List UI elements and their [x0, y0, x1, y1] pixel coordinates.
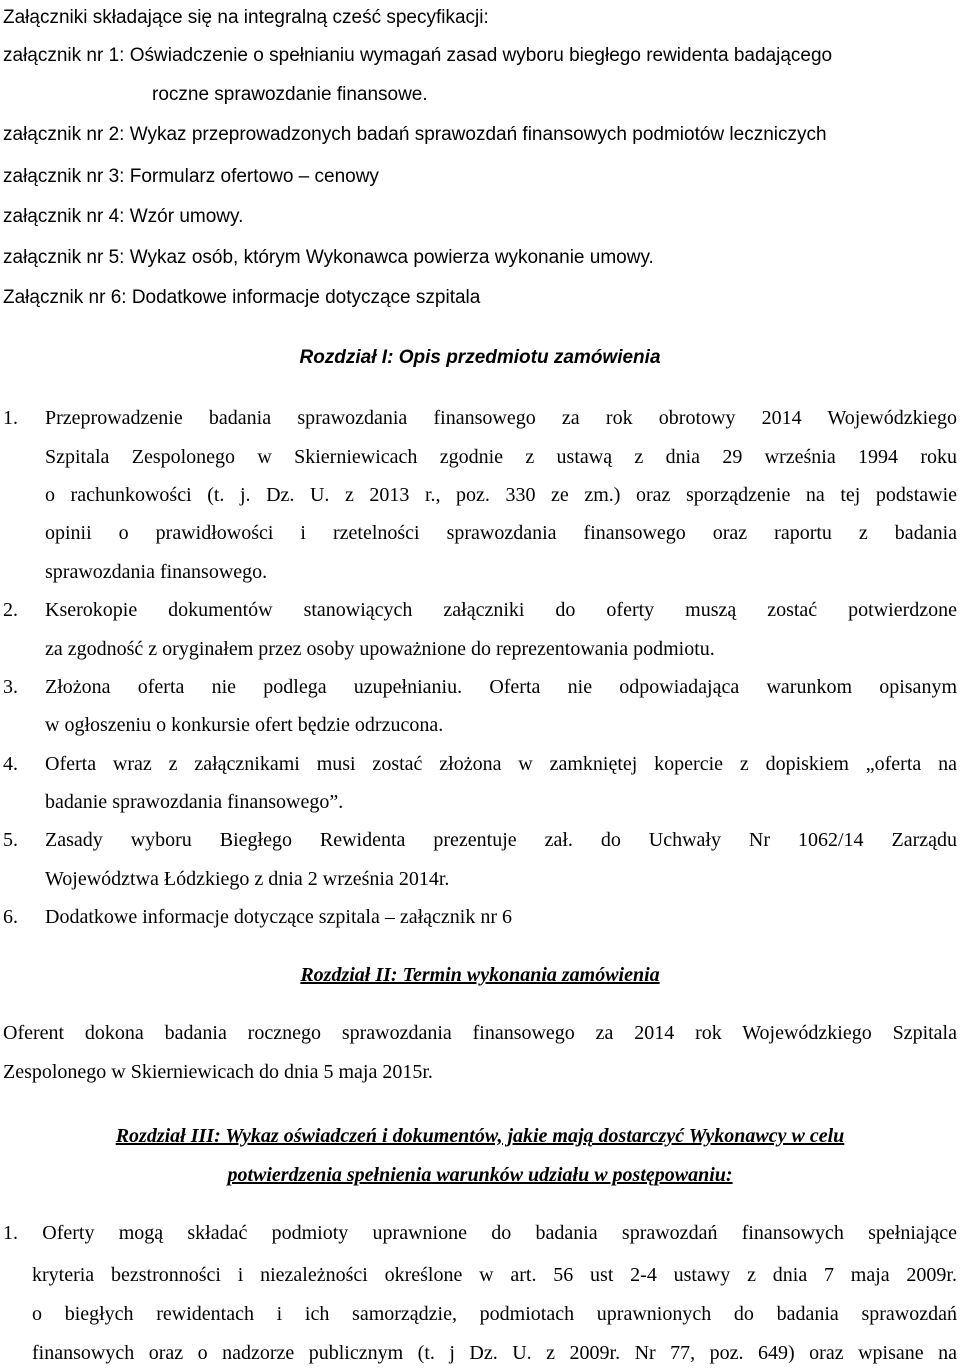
list-item-line: Województwa Łódzkiego z dnia 2 września 2014r.: [45, 868, 450, 890]
chapter-2-text-line: Oferent dokona badania rocznego sprawozdania finansowego za 2014 rok Wojewódzkiego Szpitala: [3, 1022, 957, 1044]
list-item-line: Zasady wyboru Biegłego Rewidenta prezentuje zał. do Uchwały Nr 1062/14 Zarządu: [45, 829, 957, 851]
list-item-line: Przeprowadzenie badania sprawozdania finansowego za rok obrotowy 2014 Wojewódzkiego: [45, 407, 957, 429]
chapter-2-heading: Rozdział II: Termin wykonania zamówienia: [300, 964, 660, 986]
list-item-line: o rachunkowości (t. j. Dz. U. z 2013 r., poz. 330 ze zm.) oraz sporządzenie na tej podstawie: [45, 484, 957, 506]
list-item-number: 3.: [3, 676, 18, 698]
list-item-line: opinii o prawidłowości i rzetelności sprawozdania finansowego oraz raportu z badania: [45, 522, 957, 544]
list-item-line: Oferta wraz z załącznikami musi zostać złożona w zamkniętej kopercie z dopiskiem „oferta na: [45, 753, 957, 775]
list-item-line: badanie sprawozdania finansowego”.: [45, 791, 344, 813]
chapter-3-text-line: kryteria bezstronności i niezależności określone w art. 56 ust 2-4 ustawy z dnia 7 maja 2009r.: [32, 1264, 957, 1286]
chapter-3-text-line: o biegłych rewidentach i ich samorządzie, podmiotach uprawnionych do badania sprawozdań: [32, 1303, 957, 1325]
attachment-1-line1: załącznik nr 1: Oświadczenie o spełnianiu wymagań zasad wyboru biegłego rewidenta badającego: [3, 45, 833, 66]
list-item-line: sprawozdania finansowego.: [45, 561, 268, 583]
list-item-line: Dodatkowe informacje dotyczące szpitala – załącznik nr 6: [45, 906, 513, 928]
chapter-3-text-line: 1. Oferty mogą składać podmioty uprawnione do badania sprawozdań finansowych spełniające: [3, 1222, 957, 1244]
attachment-1-line2: roczne sprawozdanie finansowe.: [152, 84, 428, 105]
list-item-number: 4.: [3, 753, 18, 775]
list-item-number: 1.: [3, 407, 18, 429]
chapter-3-text-line: finansowych oraz o nadzorze publicznym (t. j Dz. U. z 2009r. Nr 77, poz. 649) oraz wpisane na: [32, 1342, 957, 1364]
chapter-2-text-line: Zespolonego w Skierniewicach do dnia 5 maja 2015r.: [3, 1061, 433, 1083]
attachment-4: załącznik nr 4: Wzór umowy.: [3, 206, 244, 227]
list-item-number: 2.: [3, 599, 18, 621]
attachments-intro: Załączniki składające się na integralną cześć specyfikacji:: [3, 7, 489, 28]
attachment-5: załącznik nr 5: Wykaz osób, którym Wykonawca powierza wykonanie umowy.: [3, 247, 654, 268]
list-item-line: Złożona oferta nie podlega uzupełnianiu. Oferta nie odpowiadająca warunkom opisanym: [45, 676, 957, 698]
chapter-3-heading-line2: potwierdzenia spełnienia warunków udziału w postępowaniu:: [227, 1164, 733, 1186]
list-item-line: Szpitala Zespolonego w Skierniewicach zgodnie z ustawą z dnia 29 września 1994 roku: [45, 446, 957, 468]
attachment-2: załącznik nr 2: Wykaz przeprowadzonych badań sprawozdań finansowych podmiotów leczniczych: [3, 124, 827, 145]
chapter-1-heading: Rozdział I: Opis przedmiotu zamówienia: [299, 347, 661, 368]
list-item-number: 6.: [3, 906, 18, 928]
attachment-3: załącznik nr 3: Formularz ofertowo – cenowy: [3, 166, 379, 187]
attachment-6: Załącznik nr 6: Dodatkowe informacje dotyczące szpitala: [3, 287, 481, 308]
list-item-line: za zgodność z oryginałem przez osoby upoważnione do reprezentowania podmiotu.: [45, 638, 715, 660]
list-item-line: Kserokopie dokumentów stanowiących załączniki do oferty muszą zostać potwierdzone: [45, 599, 957, 621]
list-item-number: 5.: [3, 829, 18, 851]
chapter-3-heading-line1: Rozdział III: Wykaz oświadczeń i dokumentów, jakie mają dostarczyć Wykonawcy w celu: [115, 1125, 845, 1147]
list-item-line: w ogłoszeniu o konkursie ofert będzie odrzucona.: [45, 714, 444, 736]
